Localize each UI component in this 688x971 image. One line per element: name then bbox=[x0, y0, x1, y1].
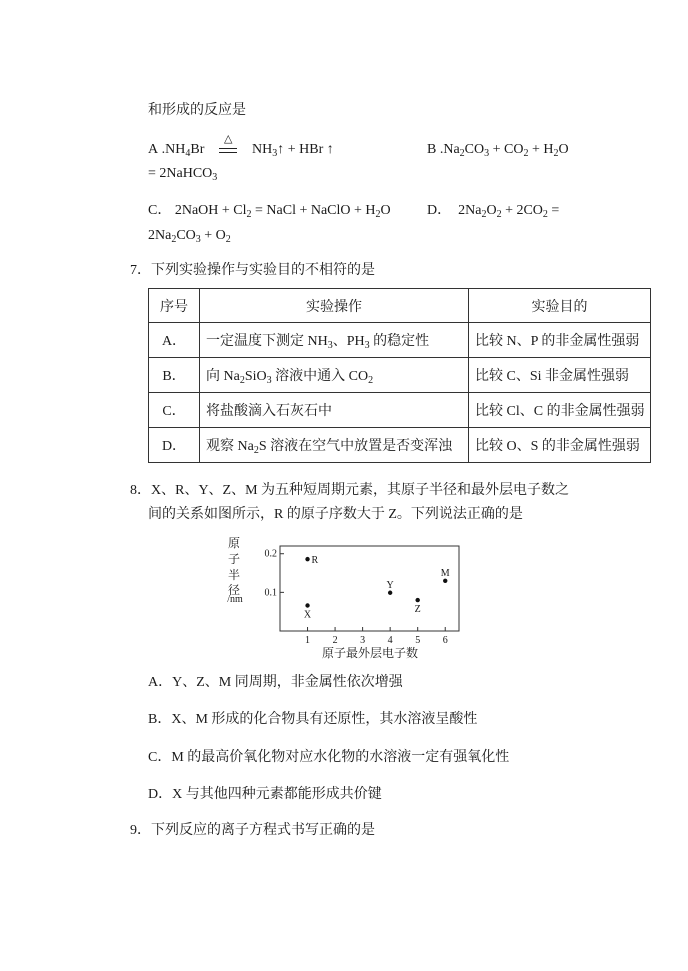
q8-stem-line1: 8．X、R、Y、Z、M 为五种短周期元素，其原子半径和最外层电子数之 bbox=[130, 483, 570, 498]
data-point bbox=[443, 579, 447, 583]
equals-bar-bottom bbox=[219, 152, 237, 153]
ylabel-char: 半 bbox=[227, 568, 241, 582]
q6-option-b-continued: = 2NaHCO$_3$ bbox=[148, 166, 218, 183]
q8-option-d: D．X 与其他四种元素都能形成共价键 bbox=[148, 787, 382, 802]
table-row bbox=[149, 358, 651, 393]
row-purpose: 比较 O、S 的非金属性强弱 bbox=[469, 428, 651, 463]
data-point bbox=[305, 557, 309, 561]
radius-scatter-chart bbox=[222, 535, 472, 663]
header-purpose: 实验目的 bbox=[469, 289, 651, 323]
header-operation: 实验操作 bbox=[200, 289, 469, 323]
ylabel-char: 子 bbox=[227, 552, 241, 566]
x-tick-label: 6 bbox=[442, 635, 448, 646]
x-tick-label: 3 bbox=[360, 635, 366, 646]
x-tick-label: 4 bbox=[387, 635, 393, 646]
data-point bbox=[415, 598, 419, 602]
row-operation: 一定温度下测定 $NH_3$、$PH_3$ 的稳定性 bbox=[200, 323, 469, 358]
q8-option-a: A．Y、Z、M 同周期，非金属性依次增强 bbox=[148, 675, 403, 690]
equals-bar-top bbox=[219, 148, 237, 149]
row-id: A． bbox=[149, 323, 200, 358]
q8-option-b: B．X、M 形成的化合物具有还原性，其水溶液呈酸性 bbox=[148, 712, 478, 727]
x-tick-label: 2 bbox=[332, 635, 338, 646]
row-purpose: 比较 Cl、C 的非金属性强弱 bbox=[469, 393, 651, 428]
point-label: M bbox=[440, 567, 450, 579]
q6-option-a-products: $NH_3↑$ + HBr ↑ bbox=[252, 142, 334, 159]
header-index: 序号 bbox=[149, 289, 200, 323]
table-row bbox=[149, 323, 651, 358]
x-axis-label: 原子最外层电子数 bbox=[321, 646, 419, 660]
q7-stem: 7．下列实验操作与实验目的不相符的是 bbox=[130, 263, 375, 278]
q6-option-d: D． $2Na_2O_2 + 2CO_2$ = bbox=[427, 203, 560, 220]
row-purpose: 比较 C、Si 非金属性强弱 bbox=[469, 358, 651, 393]
q6-option-a-reactant: A $.NH_4Br$ bbox=[148, 142, 205, 159]
q6-option-d-continued: $2Na_2CO_3 + O_2$ bbox=[148, 228, 231, 245]
table-row bbox=[149, 428, 651, 463]
row-id: D． bbox=[149, 428, 200, 463]
row-id: B． bbox=[149, 358, 200, 393]
data-point bbox=[305, 603, 309, 607]
row-operation: 将盐酸滴入石灰石中 bbox=[200, 393, 469, 428]
y-axis-label bbox=[227, 536, 243, 605]
q8-option-c: C．M 的最高价氧化物对应水化物的水溶液一定有强氧化性 bbox=[148, 750, 510, 765]
row-purpose: 比较 N、P 的非金属性强弱 bbox=[469, 323, 651, 358]
point-label: Z bbox=[414, 604, 421, 616]
experiment-table bbox=[148, 288, 651, 463]
q6-stem-tail: 和形成的反应是 bbox=[148, 103, 246, 118]
x-tick-label: 1 bbox=[305, 635, 311, 646]
point-label: R bbox=[311, 555, 319, 567]
heat-symbol: △ bbox=[224, 133, 233, 145]
q9-stem: 9．下列反应的离子方程式书写正确的是 bbox=[130, 823, 375, 838]
row-id: C． bbox=[149, 393, 200, 428]
q8-stem-line2: 间的关系如图所示，R 的原子序数大于 Z。下列说法正确的是 bbox=[148, 507, 523, 522]
row-operation: 观察 $Na_2S$ 溶液在空气中放置是否变浑浊 bbox=[200, 428, 469, 463]
q6-option-c: C． 2NaOH + $Cl_2$ = NaCl + NaClO + $H_2O$ bbox=[148, 203, 391, 220]
row-operation: 向 $Na_2SiO_3$ 溶液中通入 $CO_2$ bbox=[200, 358, 469, 393]
x-tick-label: 5 bbox=[415, 635, 421, 646]
data-point bbox=[388, 591, 392, 595]
y-tick-label: 0.2 bbox=[264, 548, 277, 560]
point-label: Y bbox=[386, 579, 394, 591]
point-label: X bbox=[303, 609, 312, 621]
ylabel-unit: /nm bbox=[227, 594, 243, 605]
q6-option-b: B $.Na_2CO_3 + CO_2 + H_2O$ bbox=[427, 142, 569, 159]
y-tick-label: 0.1 bbox=[264, 587, 277, 599]
table-row bbox=[149, 393, 651, 428]
ylabel-char: 径 bbox=[227, 583, 241, 597]
ylabel-char: 原 bbox=[227, 536, 241, 550]
table-header-row bbox=[149, 289, 651, 323]
